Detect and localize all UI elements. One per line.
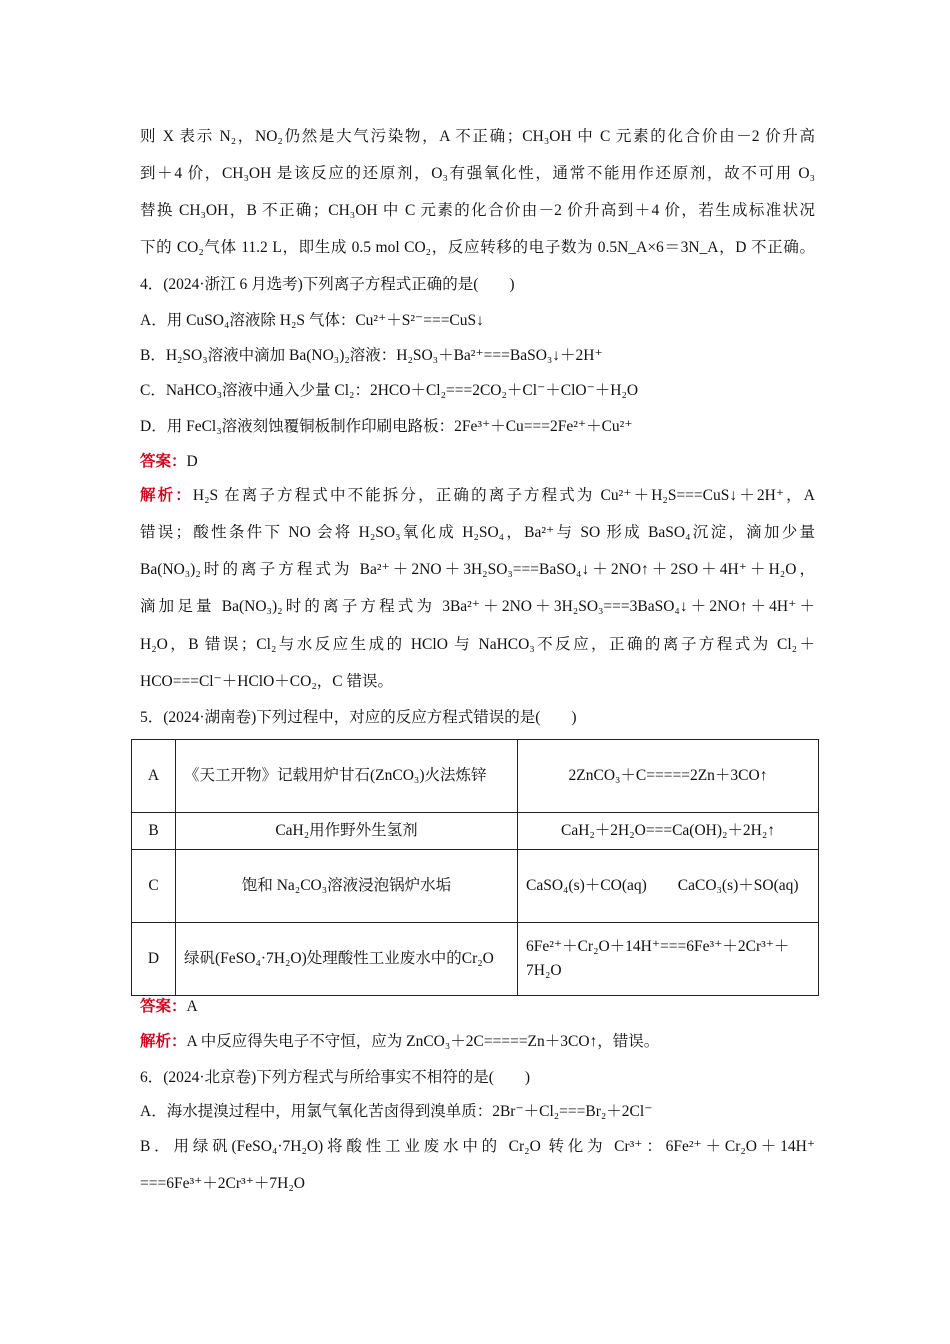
- process-cell: CaH₂用作野外生氢剂: [176, 813, 518, 850]
- process-cell: 饱和 Na₂CO₃溶液浸泡锅炉水垢: [176, 850, 518, 923]
- equation-cell: 2ZnCO₃＋C=====2Zn＋3CO↑: [518, 740, 819, 813]
- prev-explanation-line: 替换 CH₃OH，B 不正确；CH₃OH 中 C 元素的化合价由－2 价升高到＋4 价，若生成标准状况: [140, 202, 815, 219]
- explanation-label: 解析：: [140, 1033, 187, 1050]
- explanation-text: H₂S 在离子方程式中不能拆分，正确的离子方程式为 Cu²⁺＋H₂S===CuS↓＋2H⁺，A: [192, 487, 815, 504]
- prev-explanation-line: 下的 CO₂气体 11.2 L，即生成 0.5 mol CO₂，反应转移的电子数为 0.5N_A×6＝3N_A，D 不正确。: [140, 239, 815, 256]
- equation-cell: 6Fe²⁺＋Cr₂O＋14H⁺===6Fe³⁺＋2Cr³⁺＋7H₂O: [518, 923, 819, 996]
- question-6-option-b-continued: ===6Fe³⁺＋2Cr³⁺＋7H₂O: [140, 1175, 305, 1192]
- question-4-option-c: C．NaHCO₃溶液中通入少量 Cl₂：2HCO＋Cl₂===2CO₂＋Cl⁻＋ClO⁻＋H₂O: [140, 382, 639, 399]
- question-4-option-a: A．用 CuSO₄溶液除 H₂S 气体：Cu²⁺＋S²⁻===CuS↓: [140, 312, 484, 329]
- table-row: [132, 740, 819, 813]
- answer-label: 答案：: [140, 453, 187, 470]
- equation-cell: CaH₂＋2H₂O===Ca(OH)₂＋2H₂↑: [518, 813, 819, 850]
- answer-value: D: [186, 453, 198, 470]
- row-label: C: [132, 850, 176, 923]
- explanation-label: 解析：: [140, 487, 193, 504]
- row-label: B: [132, 813, 176, 850]
- prev-explanation-line: 到＋4 价，CH₃OH 是该反应的还原剂，O₃有强氧化性，通常不能用作还原剂，故不可用 O₃: [140, 165, 815, 182]
- table-row: [132, 923, 819, 996]
- answer-label: 答案：: [140, 998, 187, 1015]
- question-4-explanation-line: 滴加足量 Ba(NO₃)₂时的离子方程式为 3Ba²⁺＋2NO＋3H₂SO₃===3BaSO₄↓＋2NO↑＋4H⁺＋: [140, 598, 815, 615]
- question-4-stem: 4．(2024·浙江 6 月选考)下列离子方程式正确的是( ): [140, 276, 515, 293]
- question-5-stem: 5．(2024·湖南卷)下列过程中，对应的反应方程式错误的是( ): [140, 709, 577, 726]
- question-4-option-d: D．用 FeCl₃溶液刻蚀覆铜板制作印刷电路板：2Fe³⁺＋Cu===2Fe²⁺＋Cu²⁺: [140, 418, 633, 435]
- answer-value: A: [186, 998, 198, 1015]
- question-4-explanation-line: Ba(NO₃)₂时的离子方程式为 Ba²⁺＋2NO＋3H₂SO₃===BaSO₄↓＋2NO↑＋2SO＋4H⁺＋H₂O，: [140, 561, 815, 578]
- question-6-stem: 6．(2024·北京卷)下列方程式与所给事实不相符的是( ): [140, 1069, 531, 1086]
- question-4-explanation-line: 错误；酸性条件下 NO 会将 H₂SO₃氧化成 H₂SO₄，Ba²⁺与 SO 形成 BaSO₄沉淀，滴加少量: [140, 524, 815, 541]
- question-4-explanation-line: H₂O，B 错误；Cl₂与水反应生成的 HClO 与 NaHCO₃不反应，正确的离子方程式为 Cl₂＋: [140, 636, 815, 653]
- table-row: [132, 850, 819, 923]
- question-6-option-a: A．海水提溴过程中，用氯气氧化苦卤得到溴单质：2Br⁻＋Cl₂===Br₂＋2Cl⁻: [140, 1103, 653, 1120]
- question-5-answer: [140, 996, 815, 1018]
- table-row: [132, 813, 819, 850]
- question-6-option-b: B．用绿矾(FeSO₄·7H₂O)将酸性工业废水中的 Cr₂O 转化为 Cr³⁺：6Fe²⁺＋Cr₂O＋14H⁺: [140, 1138, 815, 1155]
- question-4-explanation-line: [140, 485, 815, 507]
- equation-cell: CaSO₄(s)＋CO(aq) CaCO₃(s)＋SO(aq): [518, 850, 819, 923]
- question-4-option-b: B．H₂SO₃溶液中滴加 Ba(NO₃)₂溶液：H₂SO₃＋Ba²⁺===BaSO₃↓＋2H⁺: [140, 347, 603, 364]
- process-cell: 《天工开物》记载用炉甘石(ZnCO₃)火法炼锌: [176, 740, 518, 813]
- reaction-table: [131, 739, 819, 996]
- process-cell: 绿矾(FeSO₄·7H₂O)处理酸性工业废水中的Cr₂O: [176, 923, 518, 996]
- row-label: D: [132, 923, 176, 996]
- explanation-text: A 中反应得失电子不守恒，应为 ZnCO₃＋2C=====Zn＋3CO↑，错误。: [186, 1033, 660, 1050]
- question-4-answer: [140, 451, 815, 473]
- question-5-explanation: [140, 1031, 815, 1053]
- prev-explanation-line: 则 X 表示 N₂，NO₂仍然是大气污染物，A 不正确；CH₃OH 中 C 元素的化合价由－2 价升高: [140, 128, 815, 145]
- row-label: A: [132, 740, 176, 813]
- question-4-explanation-line: HCO===Cl⁻＋HClO＋CO₂，C 错误。: [140, 673, 393, 690]
